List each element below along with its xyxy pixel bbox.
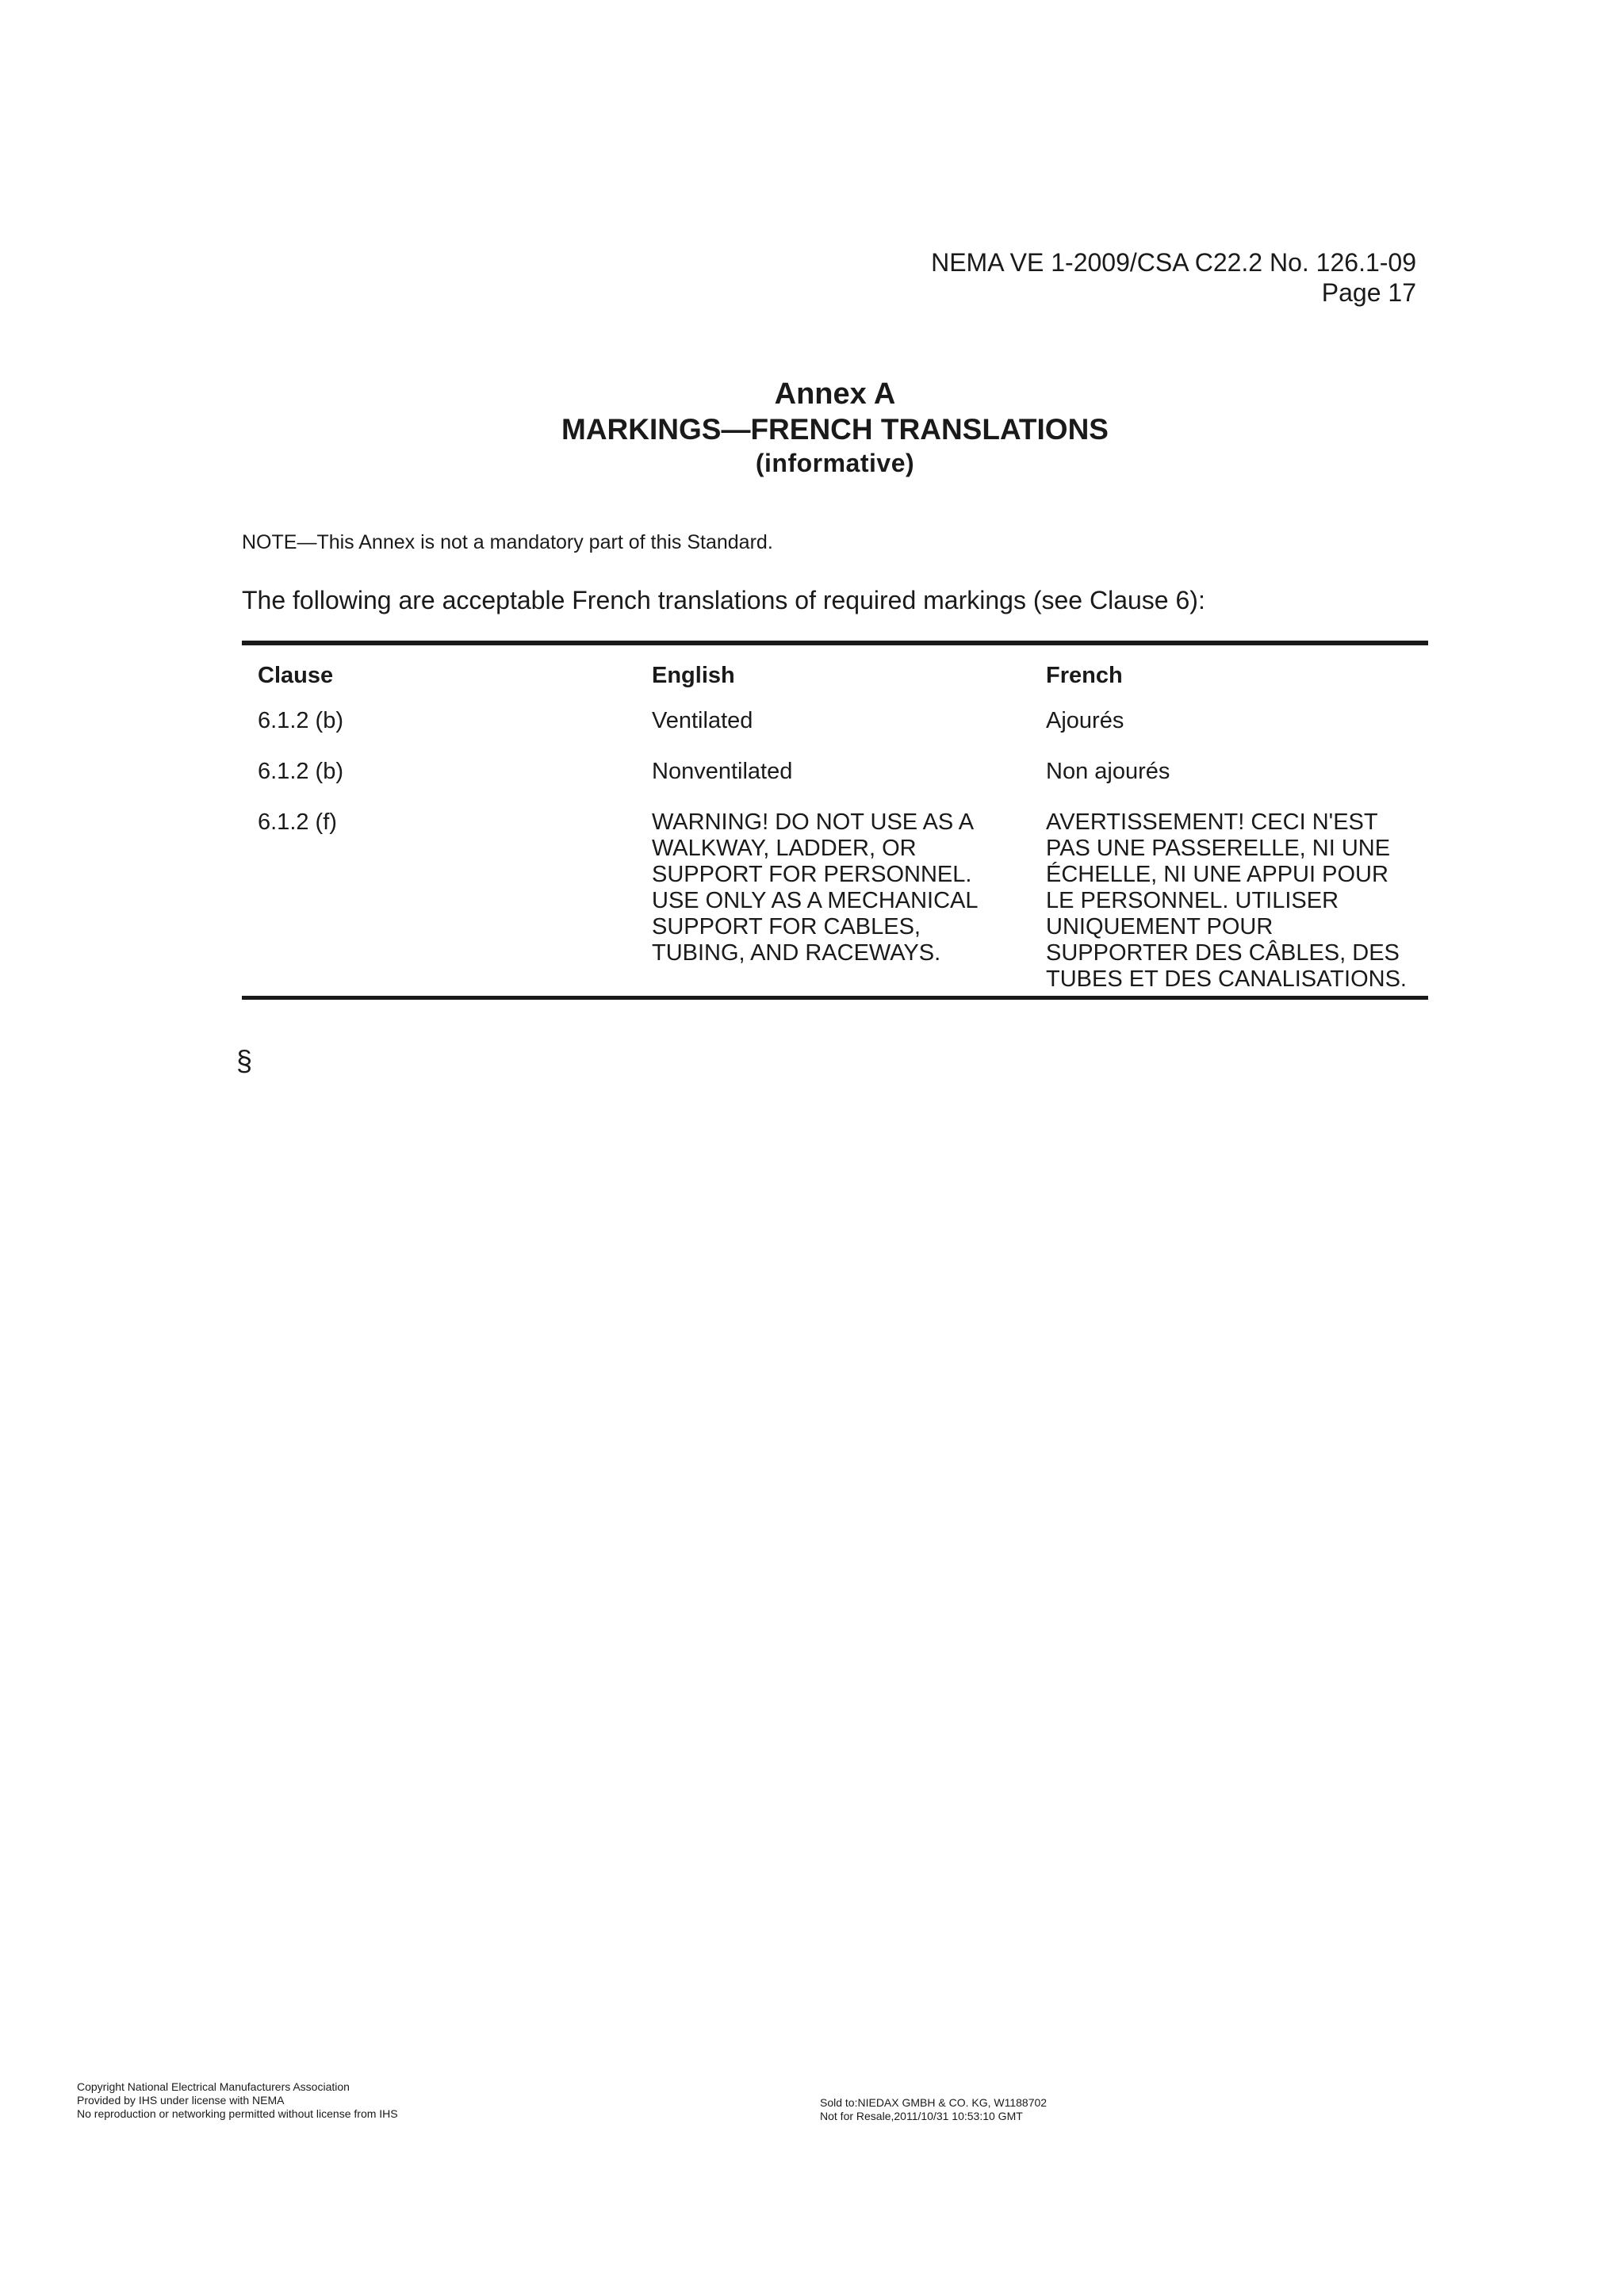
header-french: French xyxy=(1046,663,1123,688)
cell-french xyxy=(1046,708,1428,759)
copyright-footer xyxy=(77,2080,398,2121)
annex-heading xyxy=(0,376,1624,479)
cell-clause: 6.1.2 (b) xyxy=(258,708,343,733)
header-clause: Clause xyxy=(258,663,334,688)
section-mark: § xyxy=(236,1044,253,1077)
cell-line: TUBES ET DES CANALISATIONS. xyxy=(1046,966,1407,992)
cell-clause: 6.1.2 (f) xyxy=(258,809,337,835)
cell-line: Non ajourés xyxy=(1046,759,1170,784)
cell-line: Ajourés xyxy=(1046,708,1124,733)
cell-line: WALKWAY, LADDER, OR xyxy=(652,836,917,861)
annex-note: NOTE—This Annex is not a mandatory part of this Standard. xyxy=(242,531,773,553)
standard-designation: NEMA VE 1-2009/CSA C22.2 No. 126.1-09 xyxy=(931,248,1416,277)
page-number: Page 17 xyxy=(1321,278,1416,307)
annex-title: Annex A xyxy=(774,377,896,411)
footer-line: Copyright National Electrical Manufacturers Association xyxy=(77,2080,350,2093)
annex-informative-label: (informative) xyxy=(755,449,915,477)
cell-english xyxy=(652,759,1046,809)
cell-french xyxy=(1046,809,1428,993)
cell-line: Nonventilated xyxy=(652,759,793,784)
cell-line: AVERTISSEMENT! CECI N'EST xyxy=(1046,809,1378,835)
cell-line: SUPPORT FOR PERSONNEL. xyxy=(652,862,972,887)
table-row xyxy=(242,809,1428,993)
cell-line: TUBING, AND RACEWAYS. xyxy=(652,940,941,966)
cell-line: WARNING! DO NOT USE AS A xyxy=(652,809,975,835)
cell-line: PAS UNE PASSERELLE, NI UNE xyxy=(1046,836,1391,861)
translations-table-container xyxy=(242,641,1428,1000)
table-row xyxy=(242,759,1428,809)
translations-table xyxy=(242,645,1428,993)
cell-line: Ventilated xyxy=(652,708,753,733)
cell-english xyxy=(652,708,1046,759)
footer-line: Not for Resale,2011/10/31 10:53:10 GMT xyxy=(820,2110,1023,2122)
cell-line: SUPPORT FOR CABLES, xyxy=(652,914,921,939)
cell-line: ÉCHELLE, NI UNE APPUI POUR xyxy=(1046,862,1388,887)
footer-line: Provided by IHS under license with NEMA xyxy=(77,2094,285,2107)
table-header-row xyxy=(242,645,1428,708)
header-english: English xyxy=(652,663,735,688)
cell-english xyxy=(652,809,1046,993)
footer-line: Sold to:NIEDAX GMBH & CO. KG, W1188702 xyxy=(820,2096,1048,2109)
intro-paragraph: The following are acceptable French translations of required markings (see Clause 6): xyxy=(242,586,1205,614)
cell-line: LE PERSONNEL. UTILISER xyxy=(1046,888,1339,913)
table-row xyxy=(242,708,1428,759)
cell-line: SUPPORTER DES CÂBLES, DES xyxy=(1046,940,1400,966)
cell-line: USE ONLY AS A MECHANICAL xyxy=(652,888,979,913)
cell-french xyxy=(1046,759,1428,809)
cell-clause: 6.1.2 (b) xyxy=(258,759,343,784)
footer-line: No reproduction or networking permitted without license from IHS xyxy=(77,2107,398,2120)
annex-subtitle: MARKINGS—FRENCH TRANSLATIONS xyxy=(561,413,1109,446)
cell-line: UNIQUEMENT POUR xyxy=(1046,914,1274,939)
page-header xyxy=(931,247,1416,308)
table-bottom-rule xyxy=(242,996,1428,1000)
license-footer xyxy=(820,2096,1047,2123)
